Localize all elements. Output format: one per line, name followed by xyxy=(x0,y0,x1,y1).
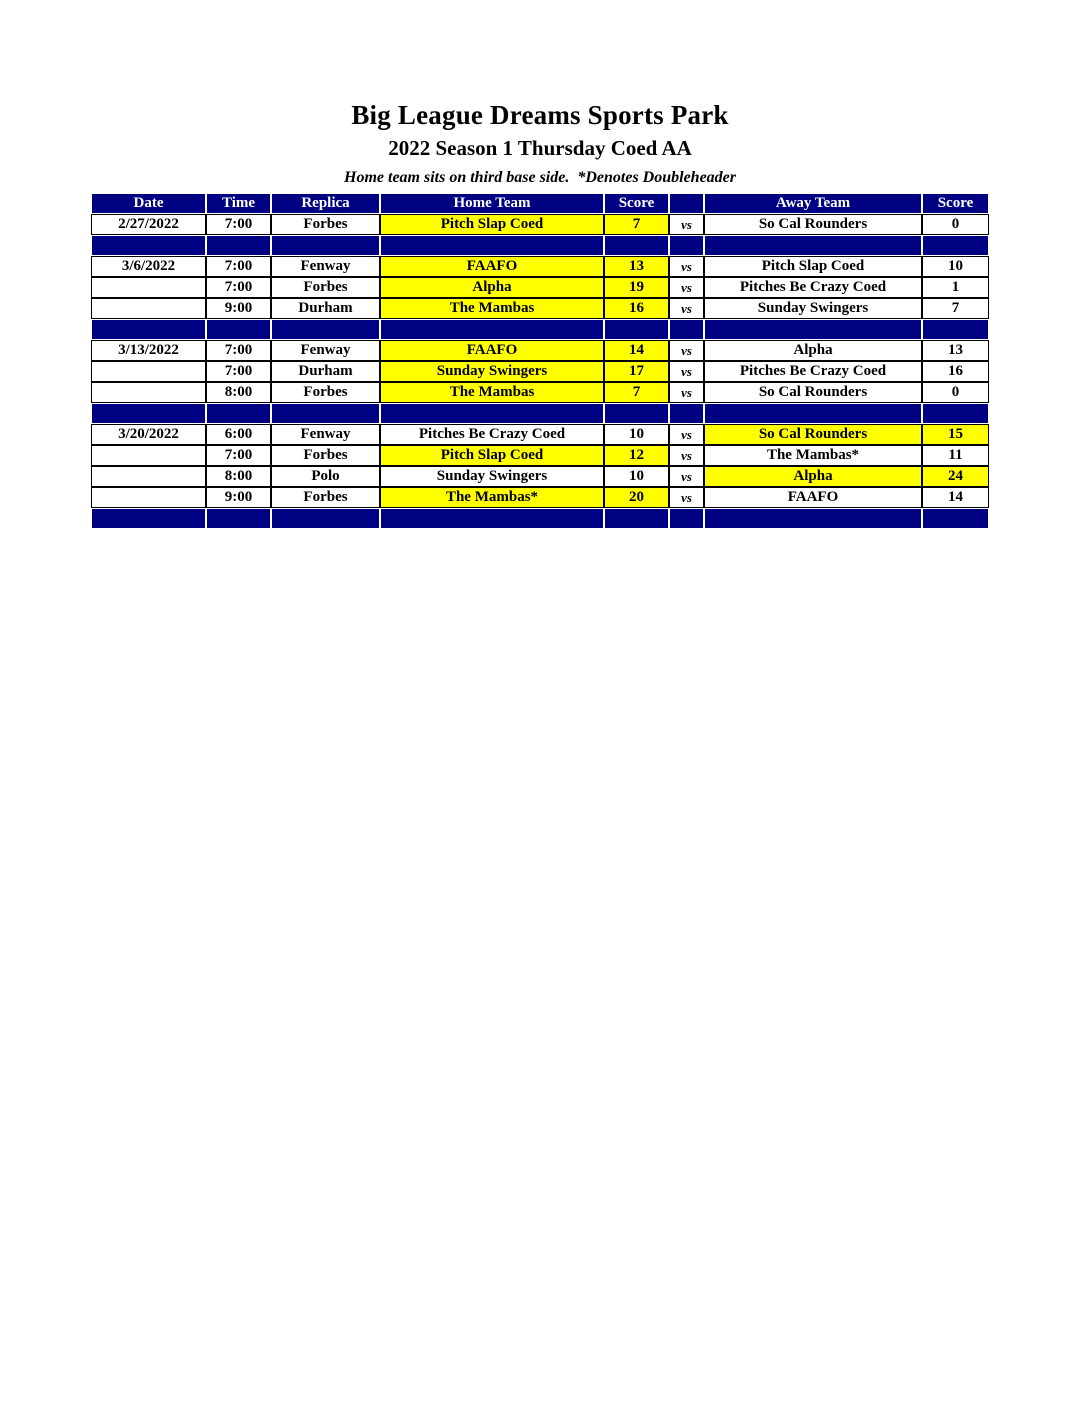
away-team-cell: So Cal Rounders xyxy=(704,214,922,235)
separator-cell xyxy=(380,235,604,256)
time-cell: 7:00 xyxy=(206,277,271,298)
separator-cell xyxy=(669,319,704,340)
away-team-cell: Sunday Swingers xyxy=(704,298,922,319)
separator-row xyxy=(91,235,989,256)
separator-cell xyxy=(206,235,271,256)
date-cell xyxy=(91,382,206,403)
separator-cell xyxy=(91,235,206,256)
separator-cell xyxy=(604,319,669,340)
game-row xyxy=(91,361,989,382)
time-cell: 7:00 xyxy=(206,256,271,277)
replica-cell: Fenway xyxy=(271,256,380,277)
vs-cell: vs xyxy=(669,487,704,508)
away-team-cell: So Cal Rounders xyxy=(704,424,922,445)
vs-cell: vs xyxy=(669,466,704,487)
separator-cell xyxy=(206,508,271,529)
home-score-cell: 7 xyxy=(604,214,669,235)
separator-cell xyxy=(704,319,922,340)
home-team-cell: The Mambas xyxy=(380,298,604,319)
away-team-cell: Pitch Slap Coed xyxy=(704,256,922,277)
game-row xyxy=(91,445,989,466)
away-team-cell: Alpha xyxy=(704,340,922,361)
home-team-cell: FAAFO xyxy=(380,256,604,277)
away-team-cell: So Cal Rounders xyxy=(704,382,922,403)
replica-cell: Forbes xyxy=(271,382,380,403)
replica-cell: Forbes xyxy=(271,214,380,235)
game-row xyxy=(91,382,989,403)
away-team-cell: The Mambas* xyxy=(704,445,922,466)
date-cell: 3/6/2022 xyxy=(91,256,206,277)
game-row xyxy=(91,487,989,508)
date-cell: 2/27/2022 xyxy=(91,214,206,235)
away-team-cell: Alpha xyxy=(704,466,922,487)
separator-cell xyxy=(922,235,989,256)
date-cell: 3/20/2022 xyxy=(91,424,206,445)
vs-cell: vs xyxy=(669,277,704,298)
date-cell xyxy=(91,277,206,298)
away-score-cell: 13 xyxy=(922,340,989,361)
header-cell-score: Score xyxy=(604,193,669,214)
game-row xyxy=(91,256,989,277)
home-score-cell: 20 xyxy=(604,487,669,508)
time-cell: 6:00 xyxy=(206,424,271,445)
page-title: Big League Dreams Sports Park xyxy=(351,100,729,130)
home-score-cell: 7 xyxy=(604,382,669,403)
replica-cell: Forbes xyxy=(271,277,380,298)
home-team-cell: Pitch Slap Coed xyxy=(380,214,604,235)
game-row xyxy=(91,214,989,235)
home-score-cell: 10 xyxy=(604,466,669,487)
header-cell-date: Date xyxy=(91,193,206,214)
separator-cell xyxy=(271,235,380,256)
header-cell-replica: Replica xyxy=(271,193,380,214)
date-cell xyxy=(91,466,206,487)
home-team-cell: FAAFO xyxy=(380,340,604,361)
separator-cell xyxy=(206,403,271,424)
vs-cell: vs xyxy=(669,256,704,277)
away-team-cell: FAAFO xyxy=(704,487,922,508)
separator-cell xyxy=(704,235,922,256)
header-cell-time: Time xyxy=(206,193,271,214)
separator-cell xyxy=(206,319,271,340)
home-score-cell: 13 xyxy=(604,256,669,277)
home-score-cell: 12 xyxy=(604,445,669,466)
separator-cell xyxy=(380,403,604,424)
home-team-cell: Alpha xyxy=(380,277,604,298)
home-score-cell: 16 xyxy=(604,298,669,319)
separator-row xyxy=(91,319,989,340)
away-score-cell: 14 xyxy=(922,487,989,508)
header-cell-home-team: Home Team xyxy=(380,193,604,214)
home-score-cell: 10 xyxy=(604,424,669,445)
separator-cell xyxy=(669,403,704,424)
vs-cell: vs xyxy=(669,340,704,361)
separator-cell xyxy=(604,508,669,529)
separator-cell xyxy=(604,403,669,424)
legend-note: Home team sits on third base side. *Denotes Doubleheader xyxy=(344,169,736,186)
replica-cell: Forbes xyxy=(271,487,380,508)
home-team-cell: Pitches Be Crazy Coed xyxy=(380,424,604,445)
replica-cell: Fenway xyxy=(271,340,380,361)
schedule-table xyxy=(91,193,989,529)
game-row xyxy=(91,466,989,487)
vs-cell: vs xyxy=(669,214,704,235)
table-header-row xyxy=(91,193,989,214)
header-cell-score: Score xyxy=(922,193,989,214)
replica-cell: Polo xyxy=(271,466,380,487)
separator-cell xyxy=(271,403,380,424)
separator-cell xyxy=(271,508,380,529)
time-cell: 8:00 xyxy=(206,466,271,487)
separator-cell xyxy=(669,235,704,256)
vs-cell: vs xyxy=(669,361,704,382)
page-subtitle: 2022 Season 1 Thursday Coed AA xyxy=(388,136,692,160)
separator-cell xyxy=(271,319,380,340)
separator-cell xyxy=(922,319,989,340)
vs-cell: vs xyxy=(669,445,704,466)
separator-cell xyxy=(91,319,206,340)
document-heading xyxy=(91,100,989,187)
home-team-cell: Sunday Swingers xyxy=(380,466,604,487)
game-row xyxy=(91,298,989,319)
separator-row xyxy=(91,508,989,529)
time-cell: 9:00 xyxy=(206,487,271,508)
away-score-cell: 16 xyxy=(922,361,989,382)
replica-cell: Fenway xyxy=(271,424,380,445)
away-score-cell: 0 xyxy=(922,214,989,235)
away-score-cell: 1 xyxy=(922,277,989,298)
time-cell: 7:00 xyxy=(206,340,271,361)
time-cell: 7:00 xyxy=(206,445,271,466)
header-cell-away-team: Away Team xyxy=(704,193,922,214)
date-cell xyxy=(91,445,206,466)
separator-cell xyxy=(669,508,704,529)
home-score-cell: 14 xyxy=(604,340,669,361)
separator-cell xyxy=(91,403,206,424)
away-team-cell: Pitches Be Crazy Coed xyxy=(704,361,922,382)
date-cell xyxy=(91,361,206,382)
away-team-cell: Pitches Be Crazy Coed xyxy=(704,277,922,298)
separator-cell xyxy=(380,319,604,340)
away-score-cell: 7 xyxy=(922,298,989,319)
game-row xyxy=(91,424,989,445)
separator-cell xyxy=(91,508,206,529)
separator-row xyxy=(91,403,989,424)
header-cell-vs xyxy=(669,193,704,214)
time-cell: 7:00 xyxy=(206,214,271,235)
separator-cell xyxy=(380,508,604,529)
home-team-cell: Sunday Swingers xyxy=(380,361,604,382)
vs-cell: vs xyxy=(669,382,704,403)
away-score-cell: 11 xyxy=(922,445,989,466)
vs-cell: vs xyxy=(669,424,704,445)
separator-cell xyxy=(704,508,922,529)
date-cell: 3/13/2022 xyxy=(91,340,206,361)
game-row xyxy=(91,340,989,361)
away-score-cell: 15 xyxy=(922,424,989,445)
away-score-cell: 10 xyxy=(922,256,989,277)
date-cell xyxy=(91,487,206,508)
separator-cell xyxy=(704,403,922,424)
time-cell: 8:00 xyxy=(206,382,271,403)
home-score-cell: 19 xyxy=(604,277,669,298)
game-row xyxy=(91,277,989,298)
home-score-cell: 17 xyxy=(604,361,669,382)
home-team-cell: The Mambas xyxy=(380,382,604,403)
separator-cell xyxy=(922,508,989,529)
separator-cell xyxy=(922,403,989,424)
replica-cell: Durham xyxy=(271,298,380,319)
replica-cell: Forbes xyxy=(271,445,380,466)
replica-cell: Durham xyxy=(271,361,380,382)
home-team-cell: The Mambas* xyxy=(380,487,604,508)
home-team-cell: Pitch Slap Coed xyxy=(380,445,604,466)
date-cell xyxy=(91,298,206,319)
vs-cell: vs xyxy=(669,298,704,319)
away-score-cell: 0 xyxy=(922,382,989,403)
time-cell: 9:00 xyxy=(206,298,271,319)
separator-cell xyxy=(604,235,669,256)
time-cell: 7:00 xyxy=(206,361,271,382)
away-score-cell: 24 xyxy=(922,466,989,487)
